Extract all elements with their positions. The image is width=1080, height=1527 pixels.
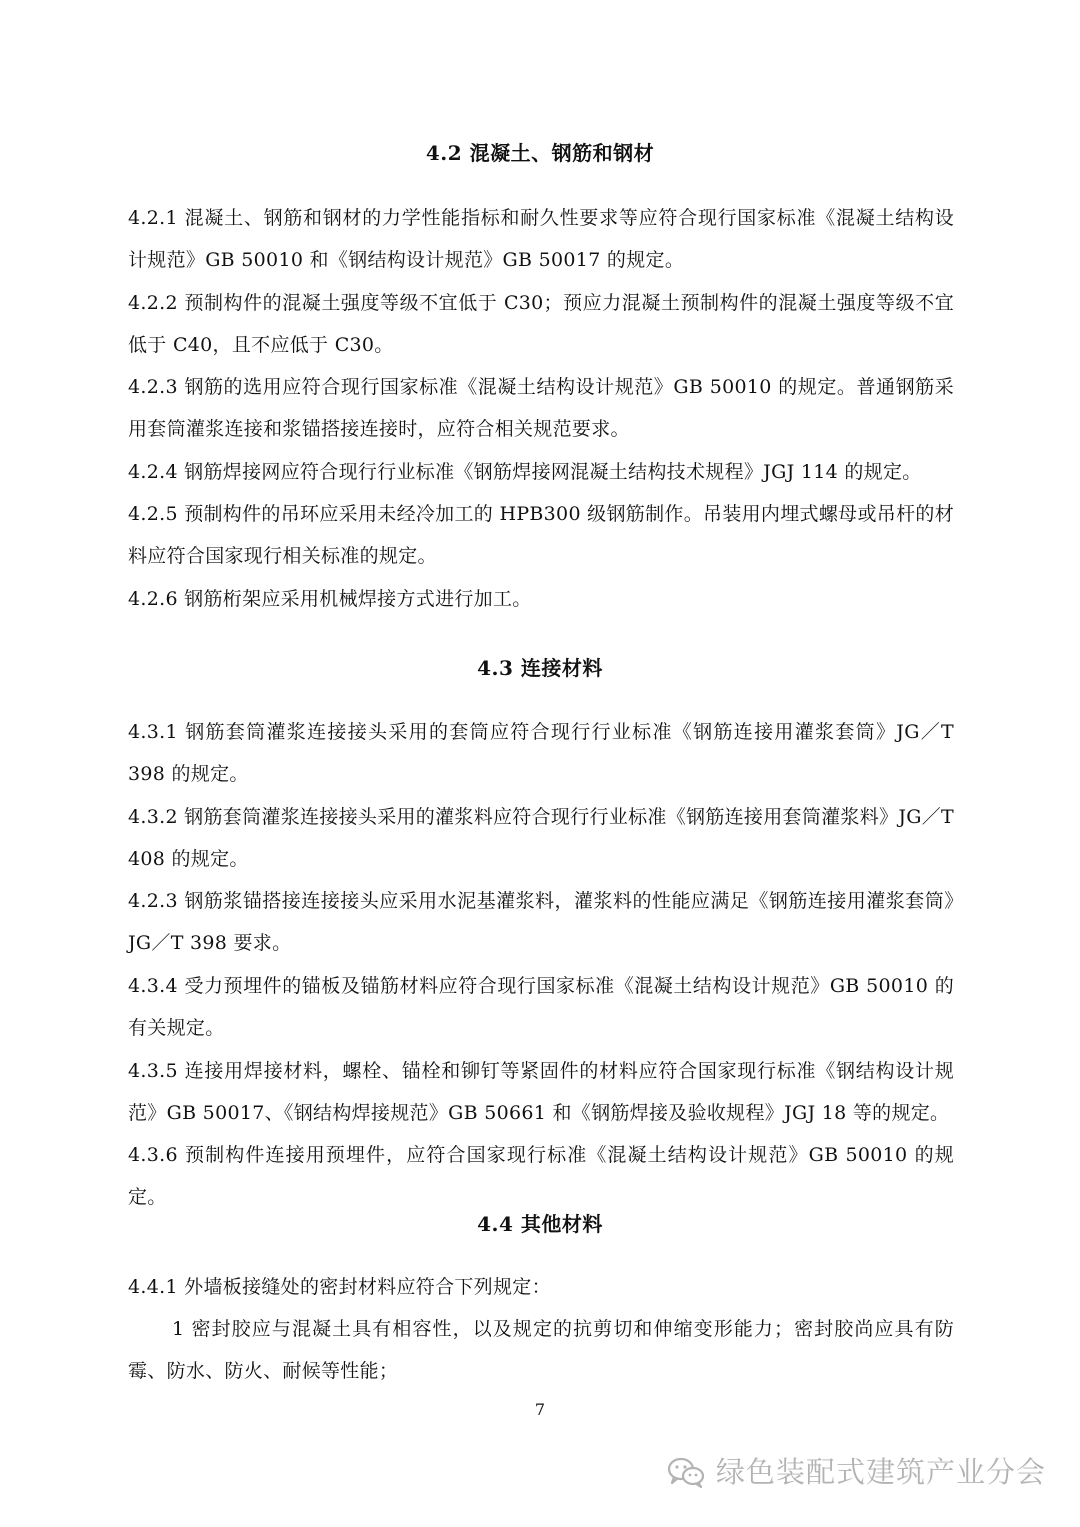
section-heading-4-3: 4.3 连接材料 [477, 656, 603, 680]
clause-4-3-1: 4.3.1 钢筋套筒灌浆连接接头采用的套筒应符合现行行业标准《钢筋连接用灌浆套筒》JG／T 398 的规定。 [128, 721, 954, 785]
clause-4-2-3-anchor: 4.2.3 钢筋浆锚搭接连接接头应采用水泥基灌浆料，灌浆料的性能应满足《钢筋连接用灌浆套筒》JG／T 398 要求。 [128, 890, 954, 954]
clause-4-2-1: 4.2.1 混凝土、钢筋和钢材的力学性能指标和耐久性要求等应符合现行国家标准《混凝土结构设计规范》GB 50010 和《钢结构设计规范》GB 50017 的规定。 [128, 207, 954, 271]
clause-4-3-6: 4.3.6 预制构件连接用预埋件，应符合国家现行标准《混凝土结构设计规范》GB 50010 的规定。 [128, 1144, 954, 1208]
watermark [666, 1455, 1046, 1489]
clause-4-2-4: 4.2.4 钢筋焊接网应符合现行行业标准《钢筋焊接网混凝土结构技术规程》JGJ 114 的规定。 [128, 461, 922, 483]
clause-4-2-5: 4.2.5 预制构件的吊环应采用未经冷加工的 HPB300 级钢筋制作。吊装用内埋式螺母或吊杆的材料应符合国家现行相关标准的规定。 [128, 503, 954, 567]
clause-4-2-3: 4.2.3 钢筋的选用应符合现行国家标准《混凝土结构设计规范》GB 50010 的规定。普通钢筋采用套筒灌浆连接和浆锚搭接连接时，应符合相关规范要求。 [128, 376, 954, 440]
watermark-text: 绿色装配式建筑产业分会 [715, 1455, 1046, 1489]
clause-4-4-1: 4.4.1 外墙板接缝处的密封材料应符合下列规定： [128, 1276, 551, 1298]
section-heading-4-4: 4.4 其他材料 [477, 1212, 603, 1236]
clause-4-3-5: 4.3.5 连接用焊接材料，螺栓、锚栓和铆钉等紧固件的材料应符合国家现行标准《钢结构设计规范》GB 50017、《钢结构焊接规范》GB 50661 和《钢筋焊接及验收规程》JGJ 18 等的规定。 [128, 1060, 954, 1124]
clause-4-4-1-item-1: 1 密封胶应与混凝土具有相容性，以及规定的抗剪切和伸缩变形能力；密封胶尚应具有防霉、防水、防火、耐候等性能； [128, 1318, 954, 1382]
clause-4-2-2: 4.2.2 预制构件的混凝土强度等级不宜低于 C30；预应力混凝土预制构件的混凝土强度等级不宜低于 C40，且不应低于 C30。 [128, 292, 954, 356]
clause-4-3-4: 4.3.4 受力预埋件的锚板及锚筋材料应符合现行国家标准《混凝土结构设计规范》GB 50010 的有关规定。 [128, 975, 954, 1039]
wechat-icon [666, 1455, 706, 1489]
page-number: 7 [534, 1400, 546, 1419]
clause-4-3-2: 4.3.2 钢筋套筒灌浆连接接头采用的灌浆料应符合现行行业标准《钢筋连接用套筒灌浆料》JG／T 408 的规定。 [128, 806, 954, 870]
section-heading-4-2: 4.2 混凝土、钢筋和钢材 [425, 141, 655, 165]
clause-4-2-6: 4.2.6 钢筋桁架应采用机械焊接方式进行加工。 [128, 588, 532, 610]
